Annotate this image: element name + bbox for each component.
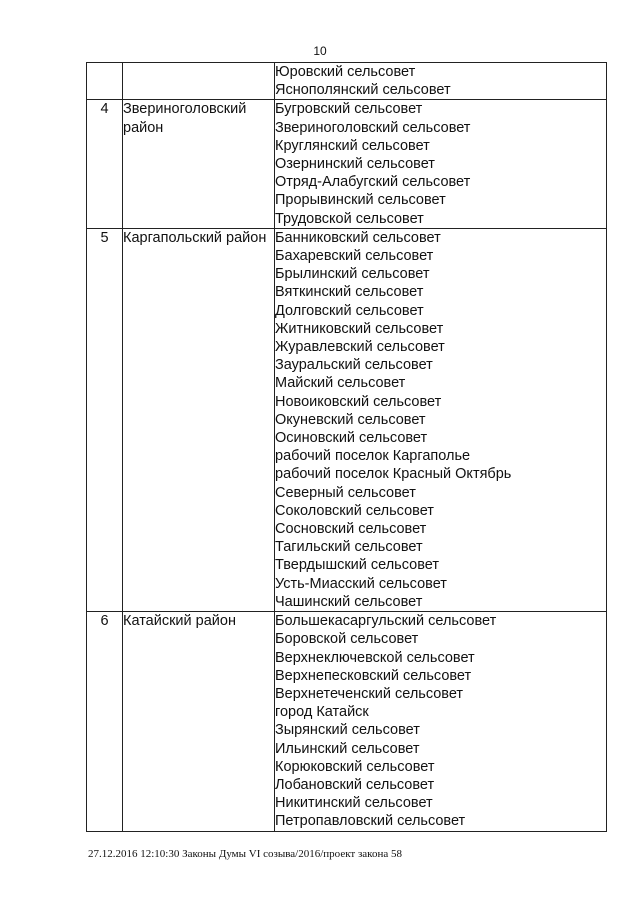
settlement-name: Житниковский сельсовет: [275, 320, 444, 337]
district-name: Катайский район: [123, 612, 275, 831]
document-footer: 27.12.2016 12:10:30 Законы Думы VI созыва/2016/проект закона 58: [88, 848, 402, 860]
settlement-name: Прорывинский сельсовет: [275, 192, 446, 209]
settlement-list: [275, 228, 607, 611]
settlement-name: Яснополянский сельсовет: [275, 82, 451, 99]
settlement-name: Чашинский сельсовет: [275, 593, 423, 610]
settlement-name: Круглянский сельсовет: [275, 137, 430, 154]
settlement-name: Журавлевский сельсовет: [275, 339, 445, 356]
table-body: [87, 63, 607, 832]
settlement-name: рабочий поселок Красный Октябрь: [275, 466, 512, 483]
settlement-list: [275, 612, 607, 831]
table-row: [87, 228, 607, 611]
settlement-name: Отряд-Алабугский сельсовет: [275, 174, 471, 191]
settlement-list: [275, 100, 607, 228]
settlement-name: Зауральский сельсовет: [275, 357, 433, 374]
table-row: [87, 100, 607, 228]
settlement-name: Ильинский сельсовет: [275, 740, 420, 757]
settlement-name: Долговский сельсовет: [275, 302, 424, 319]
settlement-name: Северный сельсовет: [275, 484, 416, 501]
settlement-name: Зырянский сельсовет: [275, 722, 420, 739]
row-number: 5: [87, 228, 123, 611]
page-number: 10: [313, 44, 327, 58]
settlement-name: рабочий поселок Каргаполье: [275, 448, 471, 465]
settlement-name: Бугровский сельсовет: [275, 101, 423, 118]
settlement-name: Тагильский сельсовет: [275, 539, 423, 556]
settlement-name: Петропавловский сельсовет: [275, 813, 466, 830]
settlement-name: Боровской сельсовет: [275, 631, 419, 648]
settlement-name: Вяткинский сельсовет: [275, 284, 424, 301]
settlement-name: Брылинский сельсовет: [275, 266, 430, 283]
district-name: [123, 63, 275, 100]
settlement-name: Новоиковский сельсовет: [275, 393, 442, 410]
settlement-name: Бахаревский сельсовет: [275, 248, 434, 265]
settlement-name: Соколовский сельсовет: [275, 502, 434, 519]
settlement-name: Сосновский сельсовет: [275, 521, 427, 538]
row-number: 6: [87, 612, 123, 831]
district-name: Каргапольский район: [123, 228, 275, 611]
settlement-name: Большекасаргульский сельсовет: [275, 613, 497, 630]
district-name: Звериноголовский район: [123, 100, 275, 228]
settlement-name: Банниковский сельсовет: [275, 229, 441, 246]
row-number: 4: [87, 100, 123, 228]
settlement-name: Окуневский сельсовет: [275, 411, 426, 428]
settlement-name: Корюковский сельсовет: [275, 758, 435, 775]
settlement-name: Усть-Миасский сельсовет: [275, 575, 447, 592]
settlement-name: Трудовской сельсовет: [275, 210, 424, 227]
settlement-name: город Катайск: [275, 704, 369, 721]
settlement-name: Верхнеключевской сельсовет: [275, 649, 475, 666]
settlement-name: Озернинский сельсовет: [275, 156, 435, 173]
settlement-name: Осиновский сельсовет: [275, 430, 428, 447]
row-number: [87, 63, 123, 100]
settlement-name: Звериноголовский сельсовет: [275, 119, 471, 136]
settlement-name: Верхнетеченский сельсовет: [275, 685, 464, 702]
districts-table: [86, 62, 607, 832]
settlement-name: Майский сельсовет: [275, 375, 406, 392]
table-row: [87, 63, 607, 100]
table-row: [87, 612, 607, 831]
settlement-list: [275, 63, 607, 100]
settlement-name: Юровский сельсовет: [275, 64, 416, 80]
settlement-name: Никитинский сельсовет: [275, 795, 433, 812]
settlement-name: Лобановский сельсовет: [275, 776, 435, 793]
settlement-name: Твердышский сельсовет: [275, 557, 439, 574]
settlement-name: Верхнепесковский сельсовет: [275, 667, 472, 684]
